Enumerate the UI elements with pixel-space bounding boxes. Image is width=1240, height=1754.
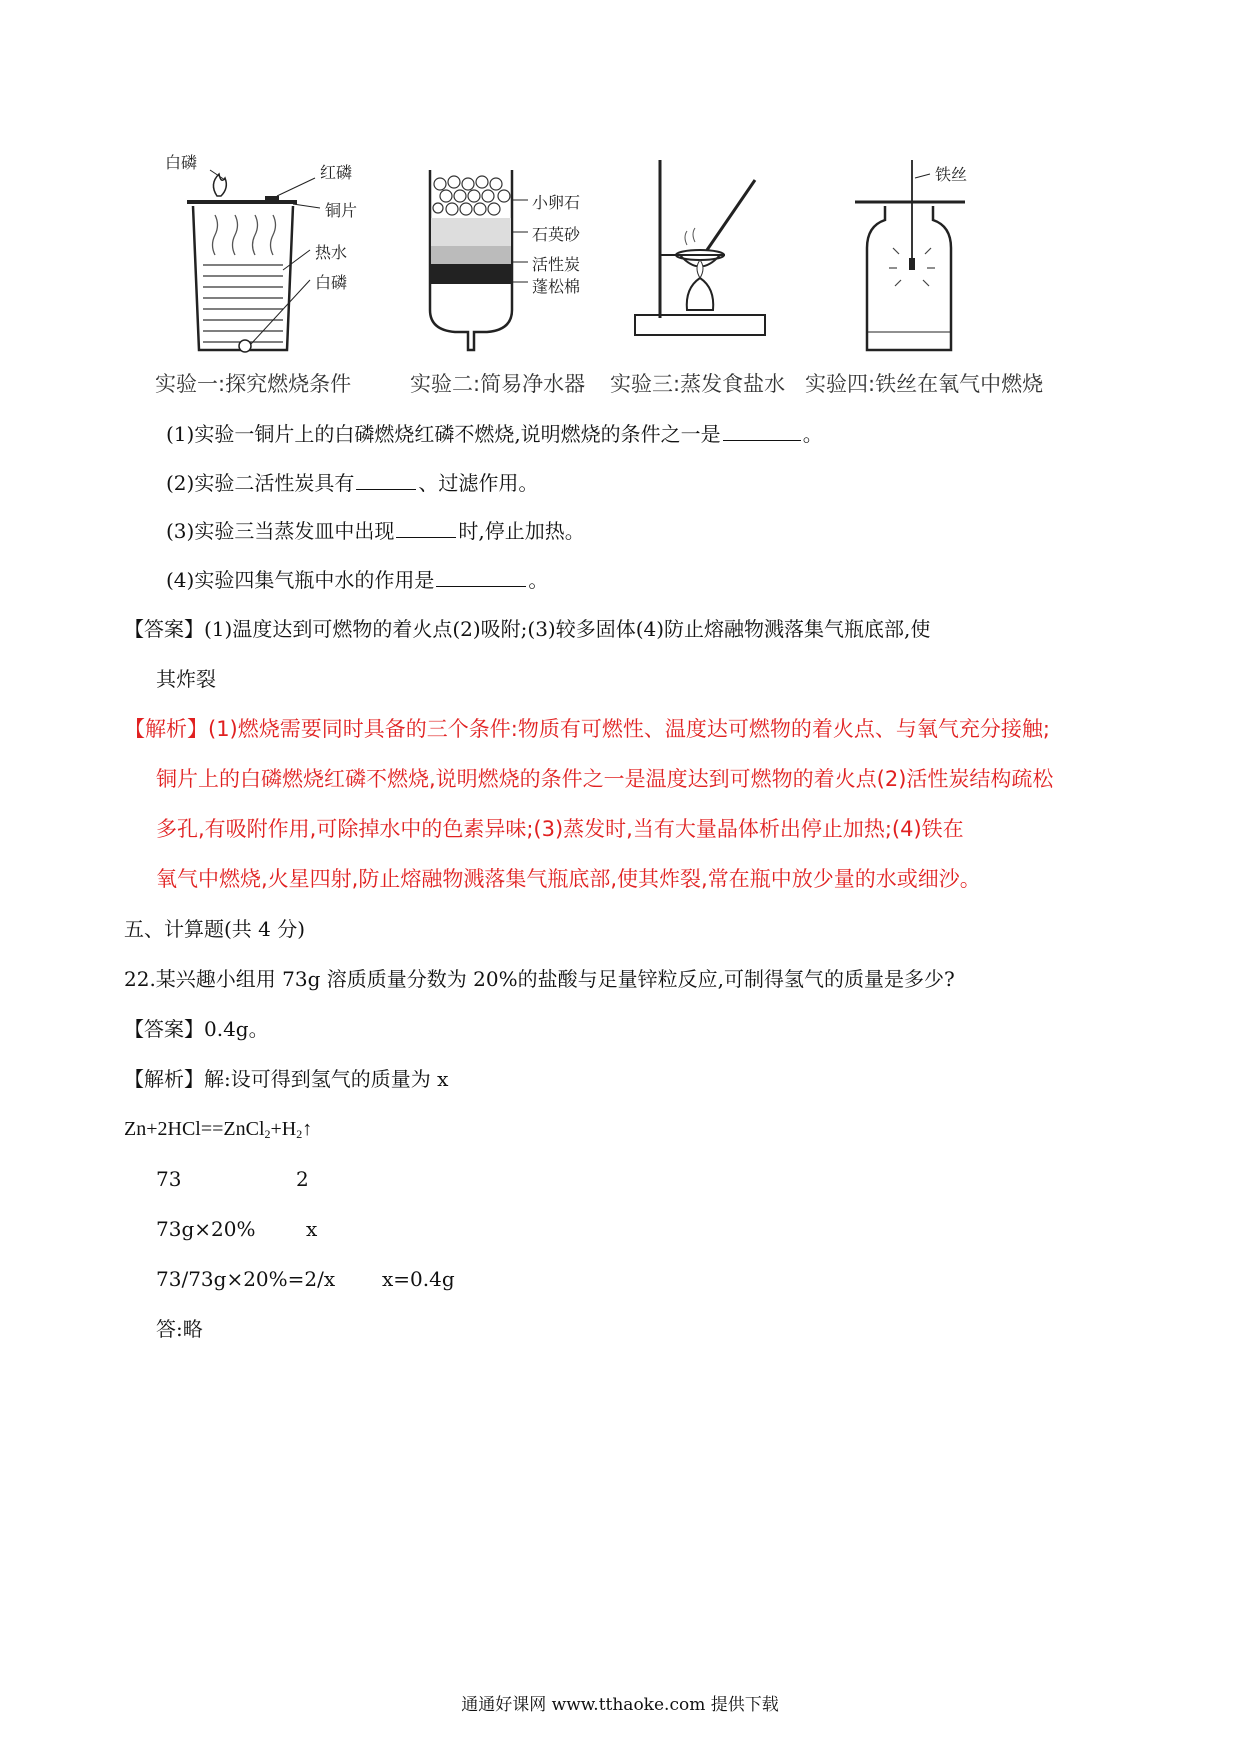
question-4-end: 。 <box>528 568 549 592</box>
label-activated-carbon: 活性炭 <box>532 255 581 274</box>
calc-conclusion: 答:略 <box>156 1317 203 1341</box>
label-hot-water: 热水 <box>315 243 348 262</box>
question-4-text: (4)实验四集气瓶中水的作用是 <box>166 568 435 592</box>
question-4 <box>166 567 548 593</box>
page-footer: 通通好课网 www.tthaoke.com 提供下载 <box>461 1695 779 1715</box>
analysis-1-line-1: 【解析】(1)燃烧需要同时具备的三个条件:物质有可燃性、温度达可燃物的着火点、与氧气充分接触; <box>124 717 1050 741</box>
evaporation-diagram <box>615 160 795 365</box>
question-3-end: 时,停止加热。 <box>458 519 585 543</box>
chemical-equation <box>124 1116 312 1147</box>
question-1-text: (1)实验一铜片上的白磷燃烧红磷不燃烧,说明燃烧的条件之一是 <box>166 422 721 446</box>
analysis-2: 【解析】解:设可得到氢气的质量为 x <box>124 1067 449 1091</box>
label-copper-sheet: 铜片 <box>325 201 358 220</box>
question-3-text: (3)实验三当蒸发皿中出现 <box>166 519 395 543</box>
question-22: 22.某兴趣小组用 73g 溶质质量分数为 20%的盐酸与足量锌粒反应,可制得氢气的质量是多少? <box>124 967 955 991</box>
analysis-1-line-4: 氧气中燃烧,火星四射,防止熔融物溅落集气瓶底部,使其炸裂,常在瓶中放少量的水或细沙。 <box>156 867 981 891</box>
analysis-1-line-3: 多孔,有吸附作用,可除掉水中的色素异味;(3)蒸发时,当有大量晶体析出停止加热;(4)铁在 <box>156 817 964 841</box>
figure-caption: 实验三:蒸发食盐水 <box>610 372 786 396</box>
question-2 <box>166 470 538 496</box>
label-cotton: 蓬松棉 <box>532 277 581 296</box>
calc-row-1-right: 2 <box>296 1167 309 1191</box>
figure-caption: 实验二:简易净水器 <box>410 372 586 396</box>
equation-subscript: 2 <box>264 1127 271 1141</box>
answer-blank <box>436 568 526 587</box>
calc-row-2-right: x <box>306 1217 318 1241</box>
gas-bottle-diagram <box>855 160 1105 365</box>
experiment-figures <box>155 153 1145 405</box>
equation-subscript: 2 <box>296 1127 303 1141</box>
figure-experiment-1 <box>155 153 385 405</box>
label-white-phosphorus-top: 白磷 <box>165 153 198 172</box>
question-1 <box>166 421 823 447</box>
label-quartz-sand: 石英砂 <box>532 225 581 244</box>
answer-2: 【答案】0.4g。 <box>124 1017 269 1041</box>
equation-part: +H <box>270 1118 297 1140</box>
figure-experiment-2 <box>410 160 610 405</box>
label-iron-wire: 铁丝 <box>935 165 968 184</box>
question-3 <box>166 518 585 544</box>
figure-experiment-4 <box>805 160 1105 405</box>
figure-caption: 实验四:铁丝在氧气中燃烧 <box>805 372 1044 396</box>
analysis-1-line-2: 铜片上的白磷燃烧红磷不燃烧,说明燃烧的条件之一是温度达到可燃物的着火点(2)活性炭结构疏松 <box>156 767 1054 791</box>
question-2-text: (2)实验二活性炭具有 <box>166 471 355 495</box>
question-2-end: 、过滤作用。 <box>418 471 539 495</box>
calc-row-2-left: 73g×20% <box>156 1217 256 1241</box>
answer-blank <box>723 422 801 441</box>
label-red-phosphorus: 红磷 <box>320 163 353 182</box>
answer-blank <box>396 519 456 538</box>
equation-part: Zn+2HCl==ZnCl <box>124 1118 265 1140</box>
answer-1-line-2: 其炸裂 <box>156 667 216 691</box>
figure-experiment-3 <box>610 160 795 405</box>
beaker-diagram <box>165 160 385 365</box>
answer-1-line-1: 【答案】(1)温度达到可燃物的着火点(2)吸附;(3)较多固体(4)防止熔融物溅落集气瓶底部,使 <box>124 617 931 641</box>
label-white-phosphorus-bottom: 白磷 <box>315 273 348 292</box>
calc-row-3-left: 73/73g×20%=2/x <box>156 1267 336 1291</box>
answer-blank <box>356 471 416 490</box>
figure-caption: 实验一:探究燃烧条件 <box>155 372 352 396</box>
calc-row-3-right: x=0.4g <box>382 1267 455 1291</box>
question-1-end: 。 <box>802 422 823 446</box>
label-pebbles: 小卵石 <box>532 193 581 212</box>
calc-row-1-left: 73 <box>156 1167 182 1191</box>
equation-arrow: ↑ <box>302 1118 313 1140</box>
section-heading: 五、计算题(共 4 分) <box>124 917 306 941</box>
